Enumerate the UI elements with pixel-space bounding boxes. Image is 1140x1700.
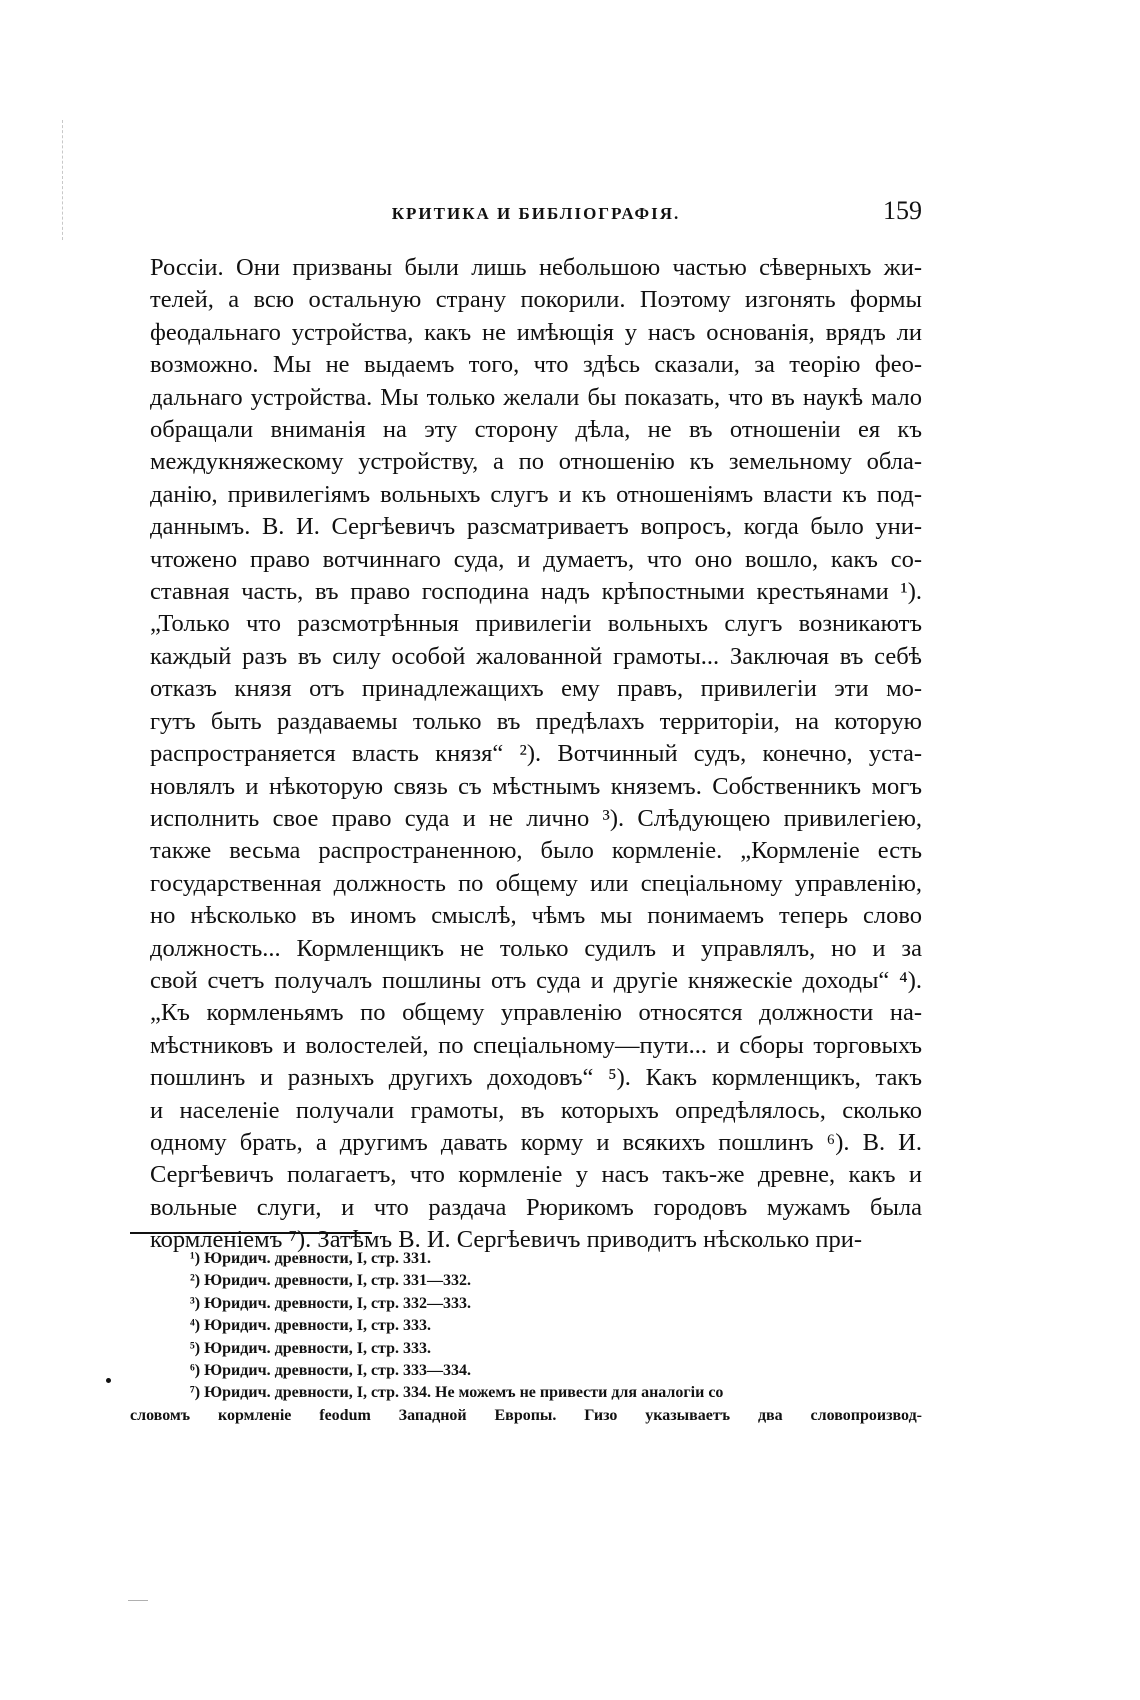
- text-line: телей, а всю остальную страну покорили. Поэтому изгонять формы: [150, 286, 922, 314]
- text-line: свой счетъ получалъ пошлины отъ суда и другіе княжескіе доходы“ ⁴).: [150, 966, 922, 994]
- text-line: феодальнаго устройства, какъ не имѣющія у насъ основанія, врядъ ли: [150, 318, 922, 346]
- scan-edge-mark: [62, 120, 64, 240]
- text-line: обращали вниманія на эту сторону дѣла, не въ отношеніи ея къ: [150, 416, 922, 444]
- page-header: [150, 196, 922, 232]
- text-line: мѣстниковъ и волостелей, по спеціальному—пути... и сборы торговыхъ: [150, 1031, 922, 1059]
- text-line: Сергѣевичъ полагаетъ, что кормленіе у насъ такъ-же древне, какъ и: [150, 1161, 922, 1189]
- text-line: междукняжескому устройству, а по отношенію къ земельному обла-: [150, 448, 922, 476]
- text-line: каждый разъ въ силу особой жалованной грамоты... Заключая въ себѣ: [150, 642, 922, 670]
- text-line: даннымъ. В. И. Сергѣевичъ разсматриваетъ вопросъ, когда было уни-: [150, 513, 922, 541]
- text-line: вольные слуги, и что раздача Рюрикомъ городовъ мужамъ была: [150, 1193, 922, 1221]
- text-line: „Только что разсмотрѣнныя привилегіи вольныхъ слугъ возникаютъ: [150, 610, 922, 638]
- footnotes: [130, 1248, 922, 1427]
- text-line: но нѣсколько въ иномъ смыслѣ, чѣмъ мы понимаемъ теперь слово: [150, 902, 922, 930]
- text-line: исполнить свое право суда и не лично ³). Слѣдующею привилегіею,: [150, 804, 922, 832]
- text-line: гутъ быть раздаваемы только въ предѣлахъ территоріи, на которую: [150, 707, 922, 735]
- footnote-4: ⁴) Юридич. древности, I, стр. 333.: [190, 1317, 432, 1335]
- text-line: должность... Кормленщикъ не только судилъ и управлялъ, но и за: [150, 934, 922, 962]
- footnote-3: ³) Юридич. древности, I, стр. 332—333.: [190, 1294, 472, 1312]
- text-line: ставная часть, въ право господина надъ крѣпостными крестьянами ¹).: [150, 578, 922, 606]
- text-line: одному брать, а другимъ давать корму и всякихъ пошлинъ ⁶). В. И.: [150, 1128, 922, 1156]
- text-line: и населеніе получали грамоты, въ которыхъ опредѣлялось, сколько: [150, 1096, 922, 1124]
- footnote-7: ⁷) Юридич. древности, I, стр. 334. Не можемъ не привести для аналогіи со: [190, 1384, 724, 1402]
- text-line: данію, привилегіямъ вольныхъ слугъ и къ отношеніямъ власти къ под-: [150, 480, 922, 508]
- page-number: 159: [883, 196, 922, 225]
- body-text: [150, 252, 922, 1257]
- text-line: кормленіемъ ⁷). Затѣмъ В. И. Сергѣевичъ приводитъ нѣсколько при-: [150, 1226, 863, 1254]
- text-line: новлялъ и нѣкоторую связь съ мѣстнымъ княземъ. Собственникъ могъ: [150, 772, 922, 800]
- text-line: чтожено право вотчиннаго суда, и думаетъ, что оно вошло, какъ со-: [150, 545, 922, 573]
- text-line: отказъ князя отъ принадлежащихъ ему правъ, привилегіи эти мо-: [150, 675, 922, 703]
- text-line: Россіи. Они призваны были лишь небольшою частью сѣверныхъ жи-: [150, 254, 922, 281]
- footnote-5: ⁵) Юридич. древности, I, стр. 333.: [190, 1339, 432, 1357]
- text-line: дальнаго устройства. Мы только желали бы показать, что въ наукѣ мало: [150, 383, 922, 411]
- ink-speck: [106, 1378, 111, 1383]
- scan-mark: [128, 1600, 148, 1601]
- text-line: распространяется власть князя“ ²). Вотчинный судъ, конечно, уста-: [150, 740, 922, 768]
- text-line: пошлинъ и разныхъ другихъ доходовъ“ ⁵). Какъ кормленщикъ, такъ: [150, 1064, 922, 1092]
- text-line: возможно. Мы не выдаемъ того, что здѣсь сказали, за теорію фео-: [150, 351, 922, 379]
- footnote-6: ⁶) Юридич. древности, I, стр. 333—334.: [190, 1362, 472, 1380]
- footnote-7-continued: словомъ кормленіе feodum Западной Европы. Гизо указываетъ два словопроизвод-: [130, 1406, 922, 1424]
- text-line: „Къ кормленьямъ по общему управленію относятся должности на-: [150, 999, 922, 1027]
- footnote-separator: [130, 1232, 372, 1234]
- running-title: КРИТИКА И БИБЛІОГРАФІЯ.: [391, 204, 681, 223]
- text-line: также весьма распространенною, было кормленіе. „Кормленіе есть: [150, 837, 922, 865]
- footnote-1: ¹) Юридич. древности, I, стр. 331.: [190, 1250, 432, 1267]
- text-line: государственная должность по общему или спеціальному управленію,: [150, 869, 922, 897]
- footnote-2: ²) Юридич. древности, I, стр. 331—332.: [190, 1272, 472, 1290]
